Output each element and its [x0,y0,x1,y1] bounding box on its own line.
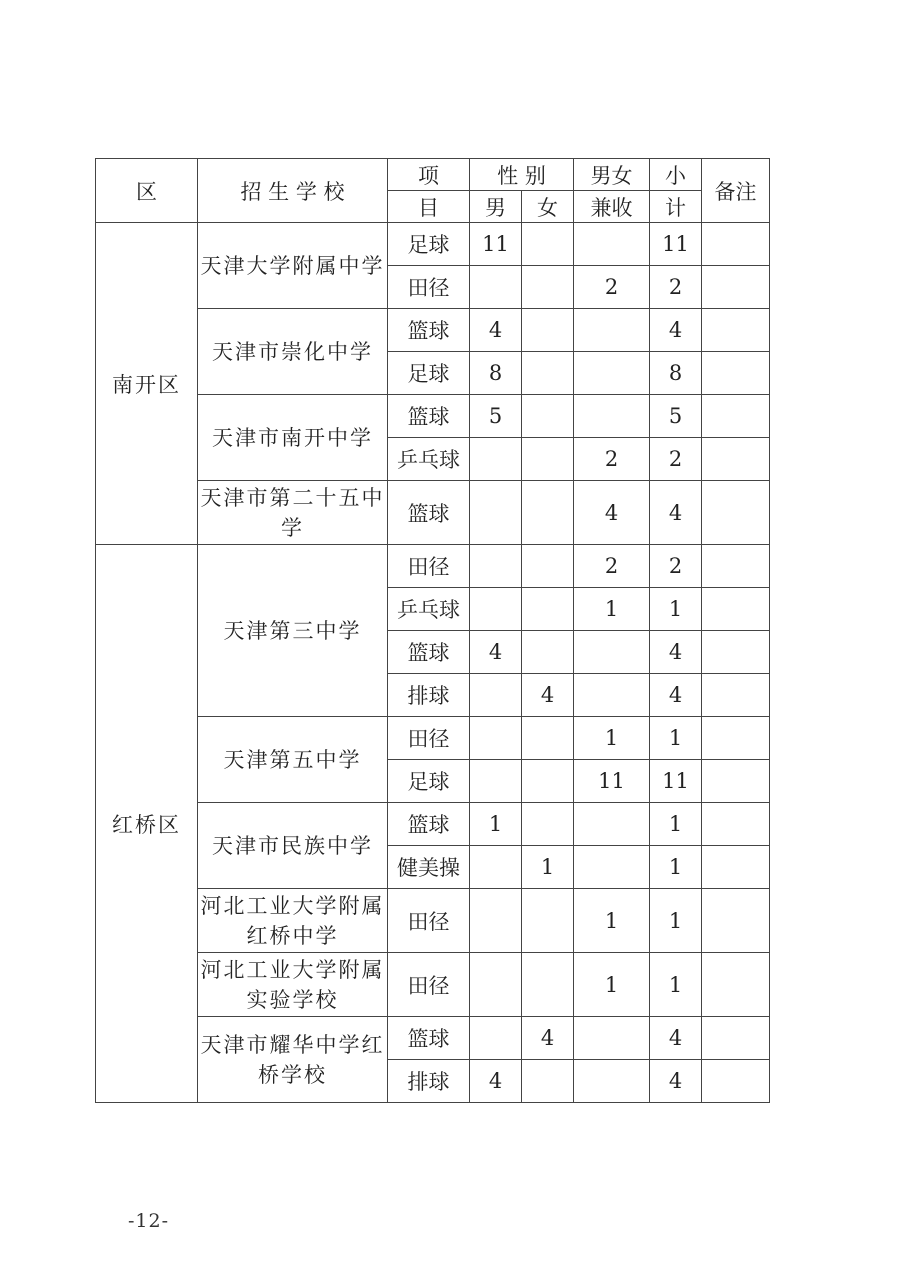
female-count-cell [522,803,574,846]
sport-cell: 足球 [388,352,470,395]
subtotal-cell: 11 [650,223,702,266]
remarks-cell [702,631,770,674]
table-row [96,309,770,352]
female-count-cell [522,309,574,352]
both-count-cell [574,309,650,352]
both-count-cell [574,352,650,395]
both-count-cell [574,223,650,266]
header-gender: 性 别 [470,159,574,191]
both-count-cell [574,674,650,717]
both-count-cell: 1 [574,953,650,1017]
header-district: 区 [96,159,198,223]
school-cell: 天津市崇化中学 [198,309,388,395]
school-cell: 河北工业大学附属实验学校 [198,953,388,1017]
subtotal-cell: 1 [650,717,702,760]
sport-cell: 乒乓球 [388,438,470,481]
sport-cell: 篮球 [388,803,470,846]
subtotal-cell: 8 [650,352,702,395]
header-sport-top: 项 [388,159,470,191]
sport-cell: 田径 [388,717,470,760]
female-count-cell [522,545,574,588]
remarks-cell [702,760,770,803]
sport-cell: 篮球 [388,481,470,545]
both-count-cell [574,846,650,889]
table-row [96,889,770,953]
subtotal-cell: 1 [650,846,702,889]
school-cell: 天津市第二十五中学 [198,481,388,545]
remarks-cell [702,1060,770,1103]
subtotal-cell: 1 [650,953,702,1017]
subtotal-cell: 4 [650,674,702,717]
school-cell: 天津市南开中学 [198,395,388,481]
both-count-cell: 4 [574,481,650,545]
both-count-cell: 2 [574,438,650,481]
both-count-cell [574,395,650,438]
sport-cell: 篮球 [388,395,470,438]
sport-cell: 健美操 [388,846,470,889]
table-row [96,1017,770,1060]
table-row [96,481,770,545]
remarks-cell [702,481,770,545]
female-count-cell [522,481,574,545]
male-count-cell [470,760,522,803]
subtotal-cell: 1 [650,588,702,631]
both-count-cell: 1 [574,717,650,760]
remarks-cell [702,717,770,760]
male-count-cell: 5 [470,395,522,438]
male-count-cell: 1 [470,803,522,846]
remarks-cell [702,309,770,352]
both-count-cell: 2 [574,266,650,309]
sport-cell: 篮球 [388,631,470,674]
sport-cell: 田径 [388,545,470,588]
male-count-cell [470,588,522,631]
school-cell: 天津大学附属中学 [198,223,388,309]
header-male: 男 [470,191,522,223]
male-count-cell [470,674,522,717]
both-count-cell [574,1060,650,1103]
remarks-cell [702,953,770,1017]
sport-cell: 排球 [388,674,470,717]
table-body [96,223,770,1103]
male-count-cell [470,438,522,481]
female-count-cell [522,588,574,631]
remarks-cell [702,545,770,588]
subtotal-cell: 5 [650,395,702,438]
remarks-cell [702,266,770,309]
header-remarks: 备注 [702,159,770,223]
female-count-cell: 1 [522,846,574,889]
remarks-cell [702,846,770,889]
female-count-cell [522,266,574,309]
both-count-cell [574,803,650,846]
male-count-cell [470,846,522,889]
subtotal-cell: 2 [650,266,702,309]
subtotal-cell: 11 [650,760,702,803]
sport-cell: 排球 [388,1060,470,1103]
both-count-cell: 1 [574,588,650,631]
header-subtotal-top: 小 [650,159,702,191]
female-count-cell: 4 [522,1017,574,1060]
school-cell: 天津第三中学 [198,545,388,717]
school-cell: 天津市耀华中学红桥学校 [198,1017,388,1103]
sport-cell: 篮球 [388,309,470,352]
female-count-cell [522,438,574,481]
page-number: -12- [128,1210,170,1232]
female-count-cell [522,889,574,953]
table-row [96,953,770,1017]
male-count-cell: 4 [470,309,522,352]
header-subtotal-bottom: 计 [650,191,702,223]
male-count-cell: 11 [470,223,522,266]
female-count-cell [522,717,574,760]
male-count-cell [470,481,522,545]
female-count-cell [522,1060,574,1103]
remarks-cell [702,1017,770,1060]
remarks-cell [702,352,770,395]
header-female: 女 [522,191,574,223]
subtotal-cell: 4 [650,309,702,352]
table-row [96,803,770,846]
remarks-cell [702,803,770,846]
table-header [96,159,770,223]
remarks-cell [702,223,770,266]
both-count-cell [574,1017,650,1060]
table-row [96,395,770,438]
female-count-cell [522,953,574,1017]
enrollment-table [95,158,770,1103]
sport-cell: 田径 [388,953,470,1017]
subtotal-cell: 4 [650,481,702,545]
subtotal-cell: 2 [650,545,702,588]
male-count-cell: 4 [470,1060,522,1103]
male-count-cell [470,953,522,1017]
both-count-cell: 1 [574,889,650,953]
header-both-bottom: 兼收 [574,191,650,223]
school-cell: 天津市民族中学 [198,803,388,889]
male-count-cell: 8 [470,352,522,395]
header-school: 招 生 学 校 [198,159,388,223]
header-sport-bottom: 目 [388,191,470,223]
both-count-cell: 11 [574,760,650,803]
male-count-cell [470,1017,522,1060]
sport-cell: 乒乓球 [388,588,470,631]
female-count-cell: 4 [522,674,574,717]
sport-cell: 田径 [388,889,470,953]
subtotal-cell: 1 [650,889,702,953]
district-cell: 红桥区 [96,545,198,1103]
table-row [96,223,770,266]
female-count-cell [522,760,574,803]
both-count-cell [574,631,650,674]
female-count-cell [522,223,574,266]
school-cell: 河北工业大学附属红桥中学 [198,889,388,953]
male-count-cell [470,545,522,588]
subtotal-cell: 4 [650,1060,702,1103]
female-count-cell [522,631,574,674]
table-row [96,545,770,588]
male-count-cell [470,266,522,309]
male-count-cell [470,889,522,953]
header-both-top: 男女 [574,159,650,191]
subtotal-cell: 4 [650,1017,702,1060]
female-count-cell [522,352,574,395]
male-count-cell [470,717,522,760]
sport-cell: 篮球 [388,1017,470,1060]
remarks-cell [702,889,770,953]
female-count-cell [522,395,574,438]
district-cell: 南开区 [96,223,198,545]
male-count-cell: 4 [470,631,522,674]
subtotal-cell: 1 [650,803,702,846]
remarks-cell [702,438,770,481]
school-cell: 天津第五中学 [198,717,388,803]
both-count-cell: 2 [574,545,650,588]
remarks-cell [702,674,770,717]
subtotal-cell: 4 [650,631,702,674]
table-row [96,717,770,760]
sport-cell: 足球 [388,223,470,266]
sport-cell: 足球 [388,760,470,803]
remarks-cell [702,588,770,631]
remarks-cell [702,395,770,438]
sport-cell: 田径 [388,266,470,309]
subtotal-cell: 2 [650,438,702,481]
